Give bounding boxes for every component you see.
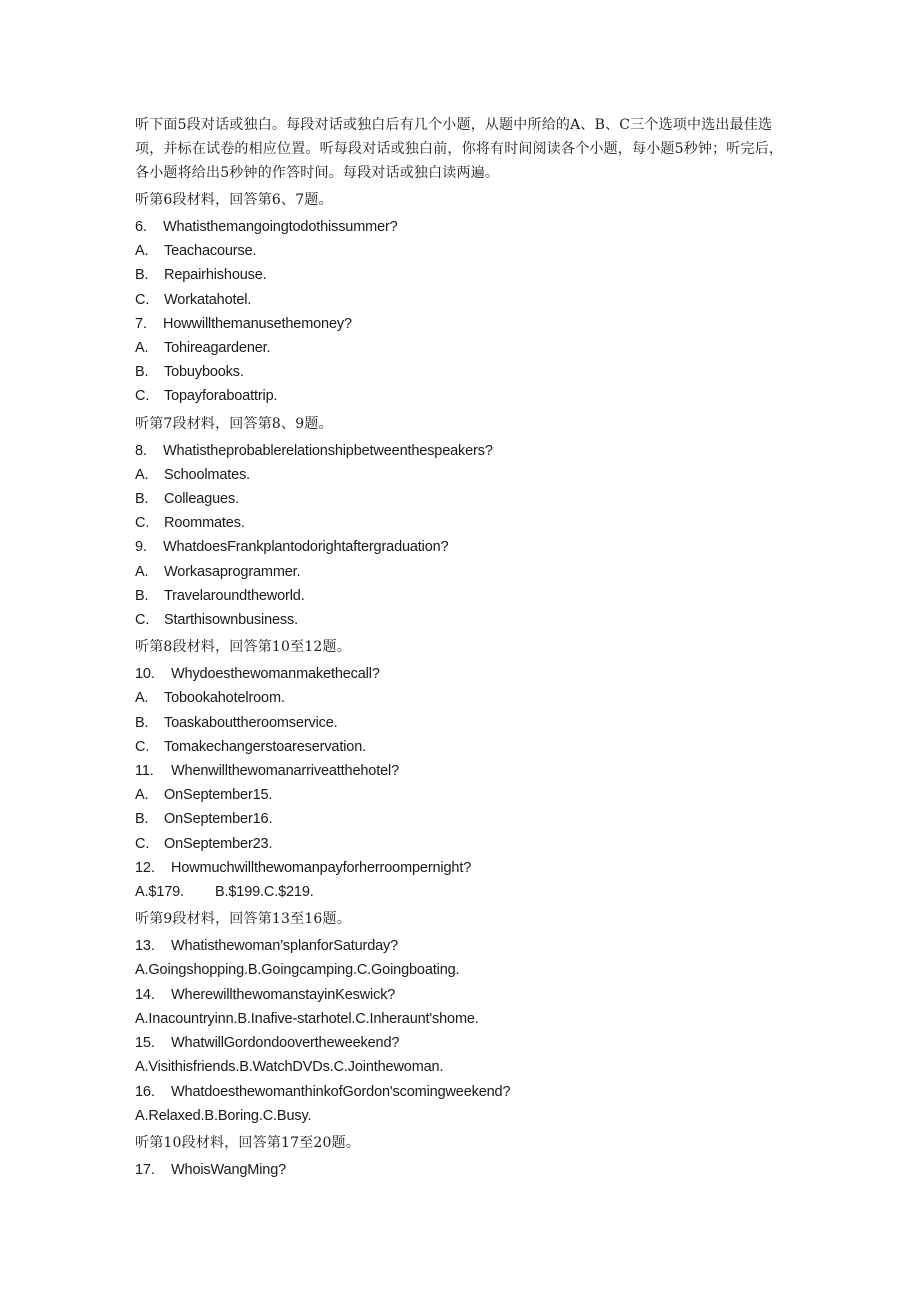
option-label: A. [135, 340, 149, 357]
question-text: Whatisthewoman’splanforSaturday? [171, 938, 399, 955]
option-text: Topayforaboattrip. [164, 388, 278, 405]
option-text: Tomakechangerstoareservation. [164, 738, 366, 755]
option-text: Roommates. [164, 515, 245, 532]
option [135, 584, 785, 608]
question-number: 15. [135, 1035, 155, 1052]
option-text: Repairhishouse. [164, 267, 267, 284]
option [135, 288, 785, 312]
instructions-paragraph: 听下面5段对话或独白。每段对话或独白后有几个小题，从题中所给的A、B、C三个选项中选出最佳选项，并标在试卷的相应位置。听每段对话或独白前，你将有时间阅读各个小题，每小题5秒钟；听完后，各小题将给出5秒钟的作答时间。每段对话或独白读两遍。 [135, 117, 784, 181]
option-text: OnSeptember23. [164, 835, 273, 852]
section-heading: 听第6段材料，回答第6、7题。 [135, 192, 333, 208]
option-label: A. [135, 787, 149, 804]
option [135, 735, 785, 759]
question-number: 13. [135, 938, 155, 955]
question-text: WhatwillGordondoovertheweekend? [171, 1035, 400, 1052]
option [135, 686, 785, 710]
option [135, 239, 785, 263]
question-14 [135, 983, 785, 1007]
option-label: C. [135, 515, 150, 532]
option-label: B. [135, 364, 149, 381]
question-6 [135, 215, 785, 239]
options-line: A.$179. B.$199.C.$219. [135, 884, 314, 901]
option-label: C. [135, 835, 150, 852]
options-line: A.Visithisfriends.B.WatchDVDs.C.Jointhewoman. [135, 1059, 444, 1076]
question-text: Whatisthemangoingtodothissummer? [163, 219, 398, 235]
option [135, 487, 785, 511]
question-text: WhatdoesFrankplantodorightaftergraduation? [163, 539, 449, 556]
question-number: 14. [135, 986, 155, 1003]
option [135, 608, 785, 632]
question-10 [135, 662, 785, 686]
section-heading: 听第9段材料，回答第13至16题。 [135, 911, 351, 928]
question-17 [135, 1158, 785, 1182]
option-text: Workasaprogrammer. [164, 563, 301, 580]
option [135, 511, 785, 535]
option-label: B. [135, 587, 149, 604]
question-text: Howwillthemanusethemoney? [163, 315, 352, 332]
option [135, 263, 785, 287]
question-12 [135, 856, 785, 880]
question-number: 11. [135, 763, 154, 780]
option-label: C. [135, 291, 150, 308]
option [135, 832, 785, 856]
question-text: WhoisWangMing? [171, 1161, 287, 1178]
question-9 [135, 535, 785, 559]
section-heading: 听第10段材料，回答第17至20题。 [135, 1134, 361, 1151]
option [135, 807, 785, 831]
question-7 [135, 312, 785, 336]
options-line: A.Goingshopping.B.Goingcamping.C.Goingboating. [135, 962, 460, 979]
option-label: C. [135, 388, 150, 405]
option-label: A. [135, 466, 149, 483]
option-text: OnSeptember15. [164, 787, 273, 804]
question-13 [135, 934, 785, 958]
question-15 [135, 1031, 785, 1055]
option-text: Tobookahotelroom. [164, 690, 285, 707]
options-line: A.Relaxed.B.Boring.C.Busy. [135, 1107, 312, 1124]
option-label: A. [135, 690, 149, 707]
question-number: 17. [135, 1161, 155, 1178]
option [135, 336, 785, 360]
option-text: Tobuybooks. [164, 364, 244, 381]
option-text: Colleagues. [164, 491, 239, 508]
option-label: C. [135, 612, 150, 629]
option [135, 384, 785, 408]
question-text: Whenwillthewomanarriveatthehotel? [171, 763, 399, 780]
question-text: WherewillthewomanstayinKeswick? [171, 986, 396, 1003]
question-number: 10. [135, 666, 155, 683]
question-8 [135, 439, 785, 463]
options-line: A.Inacountryinn.B.Inafive-starhotel.C.Inheraunt'shome. [135, 1010, 479, 1027]
option [135, 360, 785, 384]
option-label: A. [135, 563, 149, 580]
option [135, 560, 785, 584]
question-number: 16. [135, 1083, 155, 1100]
option-label: B. [135, 811, 149, 828]
question-number: 9. [135, 539, 147, 556]
option-text: Travelaroundtheworld. [164, 587, 305, 604]
option-text: Toaskabouttheroomservice. [164, 714, 338, 731]
option-text: Tohireagardener. [164, 340, 271, 357]
option [135, 711, 785, 735]
option-label: B. [135, 714, 149, 731]
option-label: B. [135, 267, 149, 284]
listening-section [135, 113, 785, 1182]
option-label: C. [135, 738, 150, 755]
section-heading: 听第8段材料，回答第10至12题。 [135, 639, 351, 656]
option-text: Schoolmates. [164, 466, 251, 483]
question-number: 8. [135, 442, 147, 459]
option [135, 783, 785, 807]
question-number: 7. [135, 315, 147, 332]
option-text: OnSeptember16. [164, 811, 273, 828]
question-number: 6. [135, 219, 147, 235]
option-text: Starthisownbusiness. [164, 612, 299, 629]
question-16 [135, 1080, 785, 1104]
question-number: 12. [135, 859, 155, 876]
section-heading: 听第7段材料，回答第8、9题。 [135, 415, 333, 432]
question-text: WhatdoesthewomanthinkofGordon'scomingweekend? [171, 1083, 511, 1100]
question-11 [135, 759, 785, 783]
question-text: Howmuchwillthewomanpayforherroompernight? [171, 859, 472, 876]
option-label: B. [135, 491, 149, 508]
question-text: Whydoesthewomanmakethecall? [171, 666, 380, 683]
option [135, 463, 785, 487]
question-text: Whatistheprobablerelationshipbetweenthespeakers? [163, 442, 493, 459]
option-label: A. [135, 243, 149, 260]
option-text: Workatahotel. [164, 291, 252, 308]
option-text: Teachacourse. [164, 243, 257, 260]
